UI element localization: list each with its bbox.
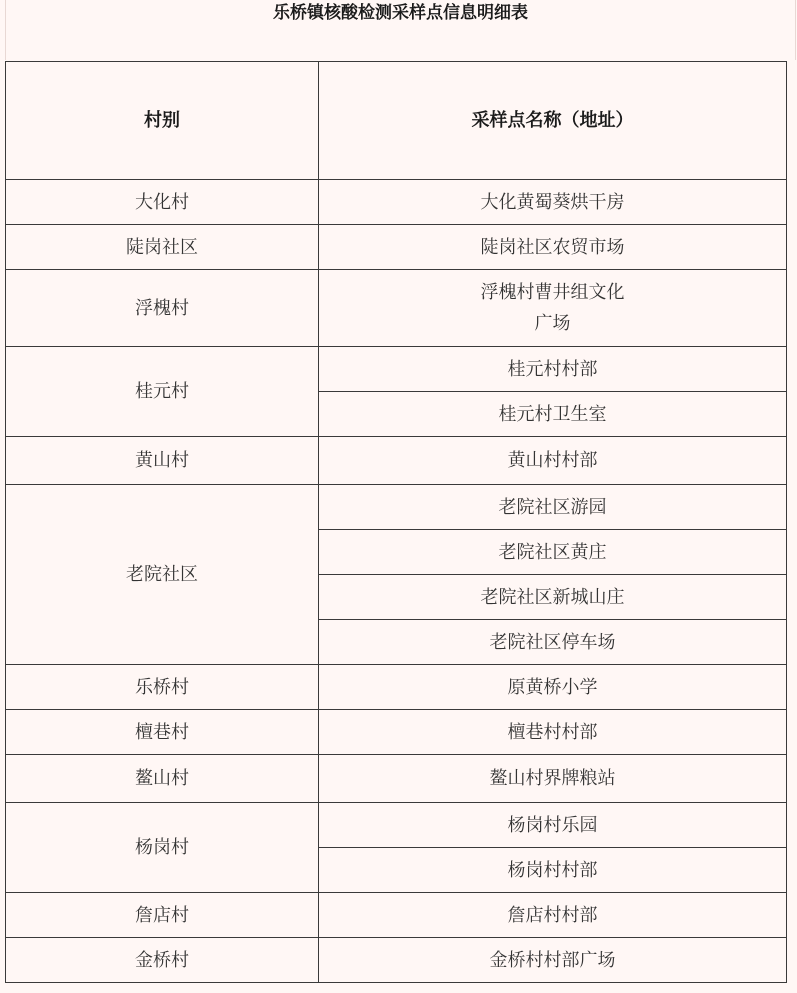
table-row [6,938,787,983]
title-area [5,0,796,60]
site-cell: 杨岗村村部 [319,848,787,893]
table-header-row [6,62,787,180]
table-row [6,225,787,270]
village-cell: 浮槐村 [6,270,319,347]
table-row [6,485,787,530]
site-cell: 陡岗社区农贸市场 [319,225,787,270]
village-cell: 陡岗社区 [6,225,319,270]
village-cell: 黄山村 [6,437,319,485]
table-row [6,270,787,347]
site-cell: 老院社区停车场 [319,620,787,665]
table-row [6,180,787,225]
site-cell: 大化黄蜀葵烘干房 [319,180,787,225]
site-line: 广场 [534,313,571,334]
site-line: 浮槐村曹井组文化 [480,282,625,303]
header-village: 村别 [6,62,319,180]
page-title: 乐桥镇核酸检测采样点信息明细表 [273,3,528,23]
site-cell: 黄山村村部 [319,437,787,485]
site-cell: 老院社区游园 [319,485,787,530]
sampling-sites-table [5,61,787,983]
site-cell: 檀巷村村部 [319,710,787,755]
header-site: 采样点名称（地址） [319,62,787,180]
village-cell: 乐桥村 [6,665,319,710]
site-cell: 原黄桥小学 [319,665,787,710]
village-cell: 金桥村 [6,938,319,983]
table-row [6,803,787,848]
village-cell: 詹店村 [6,893,319,938]
table-row [6,755,787,803]
site-cell: 金桥村村部广场 [319,938,787,983]
site-cell: 老院社区新城山庄 [319,575,787,620]
table-row [6,347,787,392]
site-cell: 桂元村卫生室 [319,392,787,437]
site-cell: 鳌山村界牌粮站 [319,755,787,803]
table-row [6,893,787,938]
village-cell: 杨岗村 [6,803,319,893]
village-cell: 老院社区 [6,485,319,665]
site-cell: 老院社区黄庄 [319,530,787,575]
site-cell-multiline [319,270,787,347]
village-cell: 鳌山村 [6,755,319,803]
village-cell: 桂元村 [6,347,319,437]
table-row [6,437,787,485]
site-cell: 桂元村村部 [319,347,787,392]
site-cell: 詹店村村部 [319,893,787,938]
site-cell: 杨岗村乐园 [319,803,787,848]
table-row [6,710,787,755]
village-cell: 大化村 [6,180,319,225]
table-row [6,665,787,710]
village-cell: 檀巷村 [6,710,319,755]
